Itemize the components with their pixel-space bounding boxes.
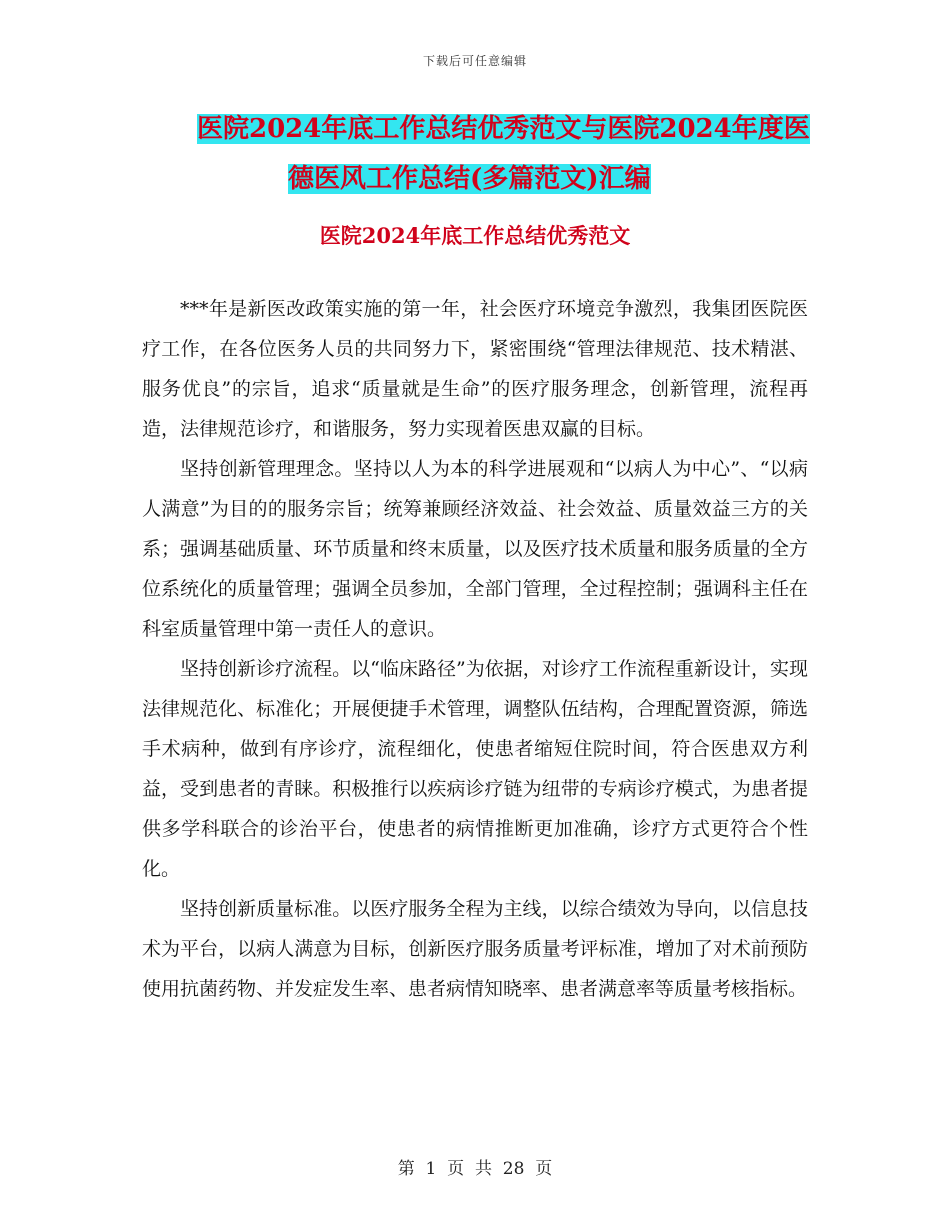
document-title	[140, 104, 830, 204]
section-title: 医院2024年底工作总结优秀范文	[319, 223, 631, 248]
title-line-2	[140, 154, 830, 204]
title-line-1-text: 医院2024年底工作总结优秀范文与医院2024年度医	[197, 114, 810, 144]
paragraph-3: 坚持创新诊疗流程。以“临床路径”为依据，对诊疗工作流程重新设计，实现法律规范化、标准化；开展便捷手术管理，调整队伍结构，合理配置资源，筛选手术病种，做到有序诊疗，流程细化，使患者缩短住院时间，符合医患双方利益，受到患者的青睐。积极推行以疾病诊疗链为纽带的专病诊疗模式，为患者提供多学科联合的诊治平台，使患者的病情推断更加准确，诊疗方式更符合个性化。	[142, 658, 808, 880]
title-line-1	[140, 104, 830, 154]
paragraph-1: ***年是新医改政策实施的第一年，社会医疗环境竞争激烈，我集团医院医疗工作，在各位医务人员的共同努力下，紧密围绕“管理法律规范、技术精湛、服务优良”的宗旨，追求“质量就是生命”的医疗服务理念，创新管理，流程再造，法律规范诊疗，和谐服务，努力实现着医患双赢的目标。	[142, 298, 808, 440]
body-text	[142, 289, 808, 1009]
paragraph-4: 坚持创新质量标准。以医疗服务全程为主线，以综合绩效为导向，以信息技术为平台，以病人满意为目标，创新医疗服务质量考评标准，增加了对术前预防使用抗菌药物、并发症发生率、患者病情知晓率、患者满意率等质量考核指标。	[142, 898, 808, 1000]
paragraph-2: 坚持创新管理理念。坚持以人为本的科学进展观和“以病人为中心”、“以病人满意”为目的的服务宗旨；统筹兼顾经济效益、社会效益、质量效益三方的关系；强调基础质量、环节质量和终末质量，以及医疗技术质量和服务质量的全方位系统化的质量管理；强调全员参加，全部门管理，全过程控制；强调科主任在科室质量管理中第一责任人的意识。	[142, 458, 808, 640]
page-footer: 第 1 页 共 28 页	[397, 1159, 553, 1179]
title-line-2-text: 德医风工作总结(多篇范文)汇编	[288, 164, 651, 194]
header-note: 下载后可任意编辑	[422, 54, 527, 68]
